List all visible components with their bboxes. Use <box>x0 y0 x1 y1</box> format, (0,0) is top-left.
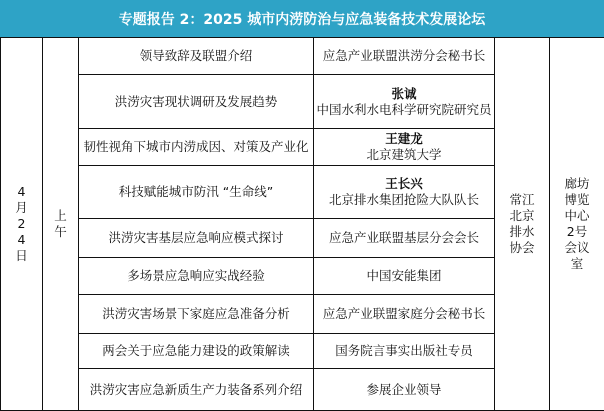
topic-cell <box>79 38 314 75</box>
speaker-name: 张诚 <box>316 86 492 102</box>
session-text: 上午 <box>54 208 68 240</box>
speaker-cell <box>314 129 495 166</box>
topic-cell <box>79 258 314 295</box>
speaker-org: 中国水利水电科学研究院研究员 <box>316 102 492 118</box>
speaker-cell <box>314 334 495 369</box>
topic-text: 两会关于应急能力建设的政策解读 <box>102 343 290 358</box>
topic-text: 领导致辞及联盟介绍 <box>140 48 253 63</box>
speaker-org: 北京建筑大学 <box>316 147 492 163</box>
agenda-table <box>0 37 604 411</box>
topic-text: 韧性视角下城市内涝成因、对策及产业化 <box>83 139 308 154</box>
topic-cell <box>79 219 314 258</box>
topic-text: 多场景应急响应实战经验 <box>127 268 265 283</box>
speaker-org: 北京排水集团抢险大队队长 <box>316 192 492 208</box>
host-text: 常江 北京排水协会 <box>508 192 536 256</box>
venue-cell <box>550 38 604 411</box>
topic-cell <box>79 129 314 166</box>
speaker-cell <box>314 166 495 219</box>
speaker-org: 应急产业联盟洪涝分会秘书长 <box>316 48 492 64</box>
speaker-org: 应急产业联盟基层分会会长 <box>316 230 492 246</box>
topic-text: 洪涝灾害场景下家庭应急准备分析 <box>102 306 290 321</box>
venue-text: 廊坊博览中心2号会议室 <box>563 176 591 272</box>
topic-cell <box>79 75 314 129</box>
topic-text: 洪涝灾害应急新质生产力装备系列介绍 <box>90 382 303 397</box>
date-cell <box>1 38 43 411</box>
topic-cell <box>79 295 314 334</box>
speaker-name: 王建龙 <box>316 131 492 147</box>
speaker-cell <box>314 219 495 258</box>
table-row <box>1 38 604 75</box>
topic-cell <box>79 334 314 369</box>
speaker-cell <box>314 258 495 295</box>
topic-text: 洪涝灾害基层应急响应模式探讨 <box>108 230 283 245</box>
session-cell <box>43 38 79 411</box>
host-cell <box>495 38 550 411</box>
date-text: 4月24日 <box>15 184 29 264</box>
topic-text: 科技赋能城市防汛 “生命线” <box>119 184 273 199</box>
speaker-cell <box>314 295 495 334</box>
forum-title: 专题报告 2：2025 城市内涝防治与应急装备技术发展论坛 <box>0 0 604 37</box>
topic-text: 洪涝灾害现状调研及发展趋势 <box>115 94 278 109</box>
speaker-org: 应急产业联盟家庭分会秘书长 <box>316 306 492 322</box>
speaker-org: 国务院言事实出版社专员 <box>316 343 492 359</box>
speaker-name: 王长兴 <box>316 176 492 192</box>
speaker-org: 参展企业领导 <box>316 382 492 398</box>
speaker-cell <box>314 38 495 75</box>
speaker-cell <box>314 75 495 129</box>
speaker-cell <box>314 369 495 411</box>
speaker-org: 中国安能集团 <box>316 268 492 284</box>
topic-cell <box>79 166 314 219</box>
topic-cell <box>79 369 314 411</box>
